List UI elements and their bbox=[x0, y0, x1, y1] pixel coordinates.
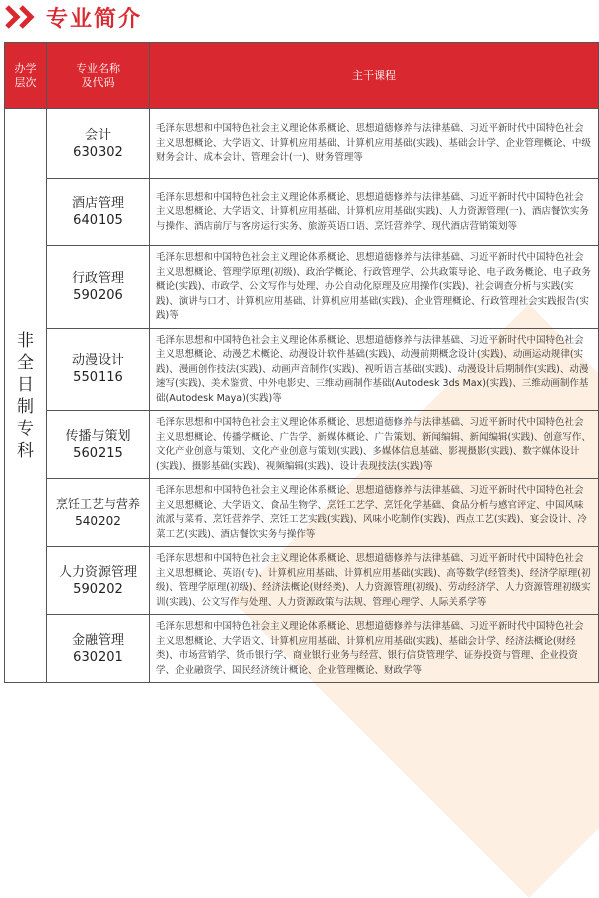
courses-cell: 毛泽东思想和中国特色社会主义理论体系概论、思想道德修养与法律基础、习近平新时代中国特色社会主义思想概论、大学语文、食品生物学、烹饪工艺学、烹饪化学基础、食品分析与感官评定、中国风味流派与菜肴、烹饪营养学、烹饪工艺实践(实践)、风味小吃制作(实践)、西点工艺(实践)、宴会设计、冷菜工艺(实践)、酒店餐饮实务与操作等 bbox=[150, 479, 599, 547]
header-courses: 主干课程 bbox=[150, 43, 599, 109]
courses-cell: 毛泽东思想和中国特色社会主义理论体系概论、思想道德修养与法律基础、习近平新时代中国特色社会主义思想概论、大学语文、计算机应用基础、计算机应用基础(实践)、基础会计学、企业管理概论、中级财务会计、成本会计、管理会计(一)、财务管理等 bbox=[150, 109, 599, 179]
major-cell bbox=[47, 615, 150, 683]
major-name: 动漫设计 bbox=[71, 353, 124, 369]
major-code: 540202 bbox=[75, 513, 121, 528]
table-row bbox=[5, 109, 599, 179]
major-name: 金融管理 bbox=[71, 632, 124, 648]
major-code: 590202 bbox=[73, 581, 123, 597]
major-code: 630302 bbox=[73, 144, 123, 160]
level-char: 制 bbox=[17, 396, 34, 417]
table-row bbox=[5, 615, 599, 683]
level-char: 专 bbox=[17, 418, 34, 439]
table-row bbox=[5, 547, 599, 615]
major-code: 560215 bbox=[73, 445, 123, 461]
major-cell bbox=[47, 547, 150, 615]
major-name: 烹饪工艺与营养 bbox=[55, 496, 140, 511]
courses-cell: 毛泽东思想和中国特色社会主义理论体系概论、思想道德修养与法律基础、习近平新时代中国特色社会主义思想概论、传播学概论、广告学、新媒体概论、广告策划、新闻编辑、新闻编辑(实践)、创意写作、文化产业创意与策划、文化产业创意与策划(实践)、多媒体信息基础、影视摄影(实践)、数字媒体设计(实践)、摄影基础(实践)、视频编辑(实践)、设计表现技法(实践)等 bbox=[150, 411, 599, 479]
major-code: 630201 bbox=[73, 649, 123, 665]
major-cell bbox=[47, 179, 150, 246]
level-char: 日 bbox=[17, 374, 34, 395]
header-name-line1: 专业名称 bbox=[76, 61, 120, 75]
major-cell bbox=[47, 411, 150, 479]
major-table bbox=[4, 42, 598, 683]
courses-cell: 毛泽东思想和中国特色社会主义理论体系概论、思想道德修养与法律基础、习近平新时代中国特色社会主义思想概论、大学语文、计算机应用基础、计算机应用基础(实践)、基础会计学、经济法概论(财经类)、市场营销学、货币银行学、商业银行业务与经营、银行信贷管理学、证券投资与管理、企业投资学、企业融资学、国民经济统计概论、企业管理概论、财政学等 bbox=[150, 615, 599, 683]
level-char: 全 bbox=[17, 352, 34, 373]
major-code: 550116 bbox=[73, 370, 123, 386]
header-level-line1: 办学 bbox=[14, 61, 37, 75]
major-name: 人力资源管理 bbox=[58, 564, 137, 580]
major-cell bbox=[47, 328, 150, 411]
major-name: 会计 bbox=[84, 127, 111, 143]
courses-cell: 毛泽东思想和中国特色社会主义理论体系概论、思想道德修养与法律基础、习近平新时代中国特色社会主义思想概论、管理学原理(初级)、政治学概论、行政管理学、公共政策导论、电子政务概论、电子政务概论(实践)、市政学、公文写作与处理、办公自动化原理及应用操作(实践)、社会调查分析与实践(实践)、演讲与口才、计算机应用基础、计算机应用基础(实践)、企业管理概论、行政管理社会实践报告(实践)等 bbox=[150, 246, 599, 329]
major-name: 行政管理 bbox=[71, 270, 124, 286]
level-char: 非 bbox=[17, 330, 34, 351]
major-code: 640105 bbox=[73, 213, 123, 228]
table-row bbox=[5, 411, 599, 479]
major-cell bbox=[47, 109, 150, 179]
major-cell bbox=[47, 246, 150, 329]
major-code: 590206 bbox=[73, 287, 123, 303]
major-cell bbox=[47, 479, 150, 547]
table-row bbox=[5, 328, 599, 411]
header-level bbox=[5, 43, 47, 109]
table-row bbox=[5, 479, 599, 547]
level-text bbox=[5, 330, 46, 462]
level-char: 科 bbox=[17, 440, 34, 461]
table-row bbox=[5, 179, 599, 246]
major-name: 传播与策划 bbox=[65, 428, 131, 444]
section-header bbox=[4, 0, 142, 34]
double-chevron-right-icon bbox=[4, 4, 40, 30]
header-major-name bbox=[47, 43, 150, 109]
header-level-line2: 层次 bbox=[14, 75, 37, 89]
table-header-row bbox=[5, 43, 599, 109]
level-cell bbox=[5, 109, 47, 683]
major-name: 酒店管理 bbox=[71, 196, 124, 211]
header-name-line2: 及代码 bbox=[81, 75, 115, 89]
courses-cell: 毛泽东思想和中国特色社会主义理论体系概论、思想道德修养与法律基础、习近平新时代中国特色社会主义思想概论、英语(专)、计算机应用基础、计算机应用基础(实践)、高等数学(经管类)、经济学原理(初级)、管理学原理(初级)、经济法概论(财经类)、人力资源管理(初级)、劳动经济学、人力资源管理初级实训(实践)、公文写作与处理、人力资源政策与法规、管理心理学、人际关系学等 bbox=[150, 547, 599, 615]
courses-cell: 毛泽东思想和中国特色社会主义理论体系概论、思想道德修养与法律基础、习近平新时代中国特色社会主义思想概论、大学语文、计算机应用基础、计算机应用基础(实践)、人力资源管理(一)、酒店餐饮实务与操作、酒店前厅与客房运行实务、旅游英语口语、烹饪营养学、现代酒店营销策划等 bbox=[150, 179, 599, 246]
courses-cell: 毛泽东思想和中国特色社会主义理论体系概论、思想道德修养与法律基础、习近平新时代中国特色社会主义思想概论、动漫艺术概论、动漫设计软件基础(实践)、动漫前期概念设计(实践)、动画运动规律(实践)、漫画创作技法(实践)、动画声音制作(实践)、视听语言基础(实践)、动漫设计后期制作(实践)、动漫速写(实践)、美术鉴赏、中外电影史、三维动画制作基础(Autodesk 3ds Max)(实践)、三维动画制作基础(Autodesk Maya)(实践)等 bbox=[150, 328, 599, 411]
table-row bbox=[5, 246, 599, 329]
section-title: 专业简介 bbox=[46, 6, 143, 32]
